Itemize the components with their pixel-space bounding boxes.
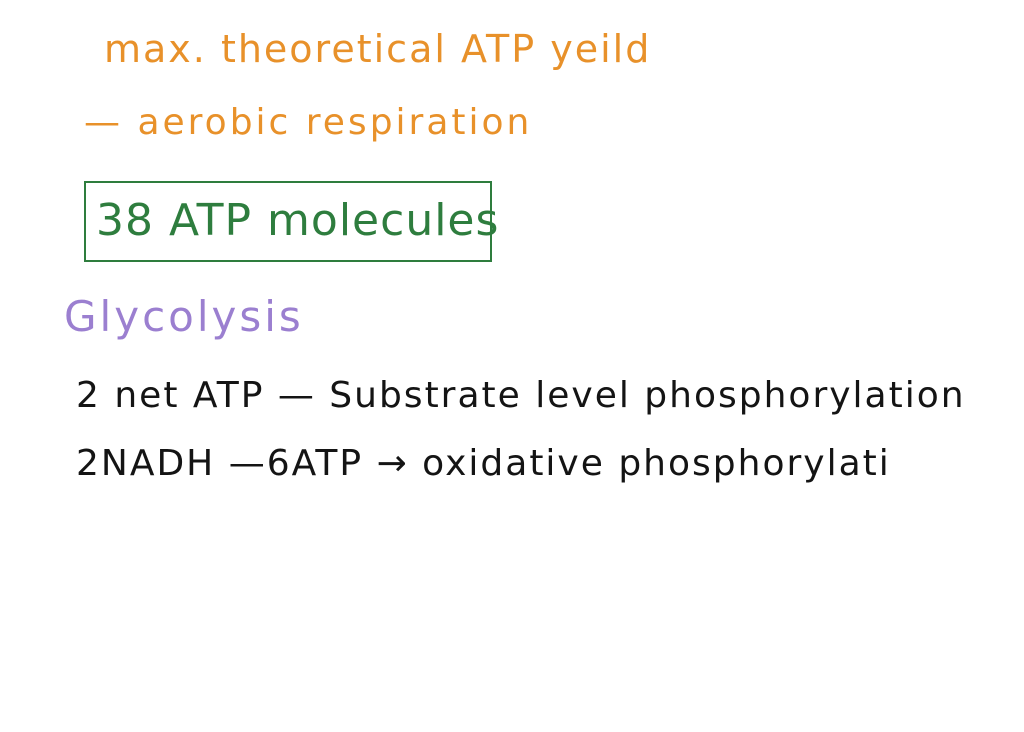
answer-text: 38 ATP molecules <box>96 195 500 246</box>
note-line-2: 2NADH —6ATP → oxidative phosphorylati <box>76 443 891 484</box>
subtitle-line: — aerobic respiration <box>84 102 533 143</box>
note-line-1: 2 net ATP — Substrate level phosphorylation <box>76 375 966 416</box>
answer-box <box>84 181 500 262</box>
section-heading: Glycolysis <box>64 292 304 341</box>
title-line: max. theoretical ATP yeild <box>104 27 652 71</box>
